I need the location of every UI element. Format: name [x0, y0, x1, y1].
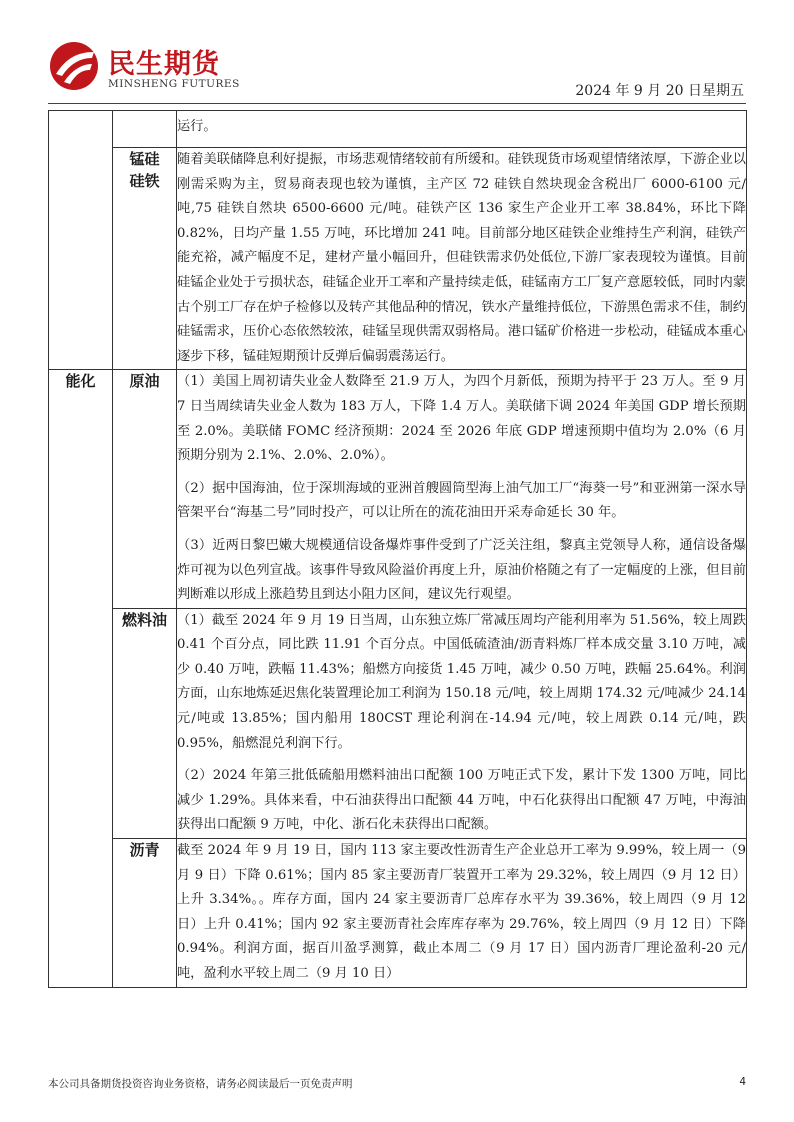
- table-row-continued: [49, 111, 747, 148]
- content-mn-si: [177, 148, 747, 370]
- header-divider: [48, 103, 746, 104]
- table-row-asphalt: [49, 839, 747, 988]
- commodity-table: [48, 110, 747, 988]
- footer-disclaimer: 本公司具备期货投资咨询业务资格，请务必阅读最后一页免责声明: [48, 1078, 353, 1090]
- table-row-mn-si: [49, 148, 747, 370]
- category-label-mn: 锰硅: [129, 150, 160, 168]
- crude-paragraph-3: （3）近两日黎巴嫩大规模通信设备爆炸事件受到了广泛关注组，黎真主党领导人称，通信设备爆炸可视为以色列宣战。该事件导致风险溢价再度上升，原油价格随之有了一定幅度的上涨，但目前判断难以形成上涨趋势且到达小阻力区间，建议先行观望。: [177, 537, 746, 603]
- page-number: 4: [739, 1076, 746, 1088]
- fuel-paragraph-1: （1）截至 2024 年 9 月 19 日当周，山东独立炼厂常减压周均产能利用率为 51.56%，较上周跌 0.41 个百分点，同比跌 11.91 个百分点。中国低硫渣油/沥青料炼厂样本成交量 3.10 万吨，减少 0.40 万吨，跌幅 11.43%；船燃方向接货 1.45 万吨，减少 0.50 万吨，跌幅 25.64%。利润方面，山东地炼延迟焦化装置理论加工利润为 150.18 元/吨，较上周期 174.32 元/吨减少 24.14 元/吨或 13.85%；国内船用 180CST 理论利润在-14.94 元/吨，较上周跌 0.14 元/吨，跌 0.95%，船燃混兑利润下行。: [177, 612, 746, 751]
- mn-si-text: 随着美联储降息利好提振，市场悲观情绪较前有所缓和。硅铁现货市场观望情绪浓厚，下游企业以刚需采购为主，贸易商表现也较为谨慎，主产区 72 硅铁自然块现金含税出厂 6000-6100 元/吨,75 硅铁自然块 6500-6600 元/吨。硅铁产区 136 家生产企业开工率 38.84%，环比下降 0.82%，日均产量 1.55 万吨，环比增加 241 吨。目前部分地区硅铁企业维持生产利润，硅铁产能充裕，减产幅度不足，建材产量小幅回升，但硅铁需求仍处低位,下游厂家表现较为谨慎。目前硅锰企业处于亏损状态，硅锰企业开工率和产量持续走低，硅锰南方工厂复产意愿较低，同时内蒙古个别工厂存在炉子检修以及转产其他品种的情况，铁水产量维持低位，下游黑色需求不佳，制约硅锰需求，压价心态依然较浓，硅锰呈现供需双弱格局。港口锰矿价格进一步松动，硅锰成本重心逐步下移，锰硅短期预计反弹后偏弱震荡运行。: [177, 152, 746, 364]
- fuel-paragraph-2: （2）2024 年第三批低硫船用燃料油出口配额 100 万吨正式下发，累计下发 1300 万吨，同比减少 1.29%。具体来看，中石油获得出口配额 44 万吨，中石化获得出口配额 47 万吨，中海油获得出口配额 9 万吨，中化、浙石化未获得出口配额。: [177, 768, 746, 833]
- content-cell-continued: [177, 111, 747, 148]
- crude-paragraph-1: （1）美国上周初请失业金人数降至 21.9 万人，为四个月新低，预期为持平于 23 万人。至 9 月 7 日当周续请失业金人数为 183 万人，下降 1.4 万人。美联储下调 2024 年美国 GDP 增长预期至 2.0%。美联储 FOMC 经济预期：2024 至 2026 年底 GDP 增速预期中值均为 2.0%（6 月预期分别为 2.1%、2.0%、2.0%）。: [177, 374, 746, 464]
- logo-english-name: MINSHENG FUTURES: [108, 78, 240, 90]
- content-crude: [177, 370, 747, 608]
- continued-text: 运行。: [177, 119, 217, 134]
- minsheng-logo-icon: [48, 40, 100, 92]
- content-asphalt: [177, 839, 747, 988]
- report-date: 2024 年 9 月 20 日星期五: [575, 83, 744, 99]
- category-crude: 原油: [113, 370, 177, 608]
- sector-energy: 能化: [49, 370, 113, 987]
- sector-cell-blank: [49, 111, 113, 370]
- crude-paragraph-2: （2）据中国海油，位于深圳海域的亚洲首艘圆筒型海上油气加工厂“海葵一号”和亚洲第一深水导管架平台“海基二号”同时投产，可以让所在的流花油田开采寿命延长 30 年。: [177, 480, 746, 521]
- content-fuel: [177, 608, 747, 838]
- category-mn-si: [113, 148, 177, 370]
- table-row-fuel: [49, 608, 747, 838]
- category-asphalt: 沥青: [113, 839, 177, 988]
- category-cell-blank: [113, 111, 177, 148]
- page-header: [48, 36, 746, 100]
- asphalt-text: 截至 2024 年 9 月 19 日，国内 113 家主要改性沥青生产企业总开工率为 9.99%，较上周一（9 月 9 日）下降 0.61%；国内 85 家主要沥青厂装置开工率为 29.32%，较上周四（9 月 12 日）上升 3.34%。。库存方面，国内 24 家主要沥青厂总库存水平为 39.36%，较上周四（9 月 12 日）上升 0.41%；国内 92 家主要沥青社会库库存率为 29.76%，较上周四（9 月 12 日）下降 0.94%。利润方面，据百川盈孚测算，截止本周二（9 月 17 日）国内沥青厂理论盈利-20 元/吨，盈利水平较上周二（9 月 10 日）: [177, 843, 746, 981]
- table-row-crude: [49, 370, 747, 608]
- logo-chinese-name: 民生期货: [108, 49, 220, 80]
- category-label-si: 硅铁: [129, 172, 160, 190]
- category-fuel: 燃料油: [113, 608, 177, 838]
